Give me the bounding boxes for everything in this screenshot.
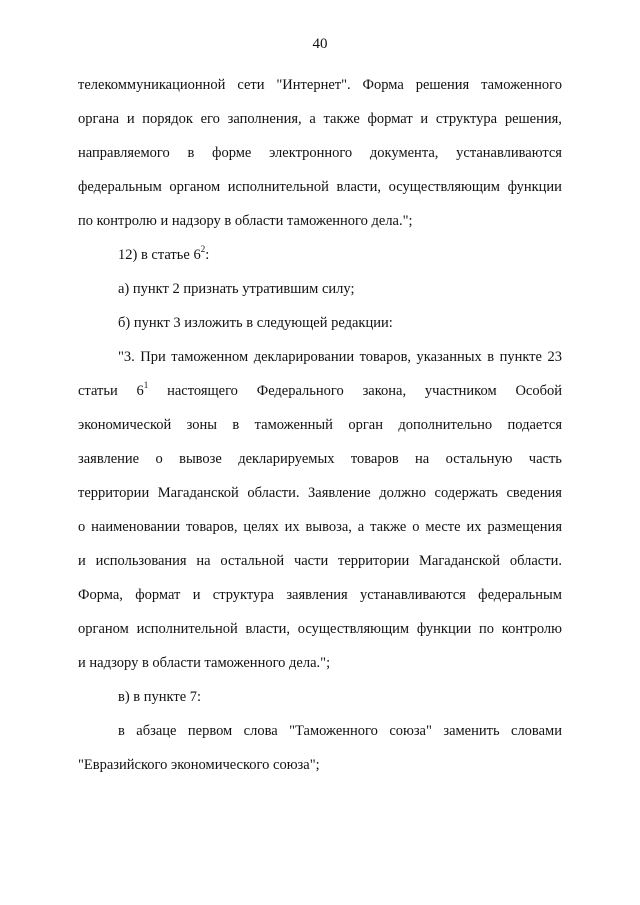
para3-line8-word: структура: [212, 587, 274, 603]
para3-line4-word: на: [415, 451, 430, 467]
para3-line9-word: органом: [78, 621, 129, 637]
para3-line9-word: по: [479, 621, 495, 637]
para3-line7-word: использования: [95, 553, 187, 569]
para4-line1-word: словами: [511, 723, 562, 739]
para1-line1-word: телекоммуникационной: [78, 77, 226, 93]
para3-line3-word: подается: [507, 417, 562, 433]
para4-line1-word: слова: [243, 723, 278, 739]
item-a: а) пункт 2 признать утратившим силу;: [118, 281, 355, 297]
para3-line9-word: власти,: [245, 621, 290, 637]
para3-line2-word1: статьи: [78, 383, 118, 399]
para1-line2-word: и: [126, 111, 135, 127]
para3-line6-word: о: [78, 519, 86, 535]
para3-line7-word: части: [293, 553, 329, 569]
item-v: в) в пункте 7:: [118, 689, 202, 705]
document-body: [78, 68, 562, 782]
item-12: [78, 238, 562, 272]
para3-line6-word: месте: [425, 519, 461, 535]
para1-line4-word: власти,: [336, 179, 382, 195]
para3-line3-word: зоны: [186, 417, 218, 433]
para1-line4: [78, 170, 562, 204]
para3-line7-word: на: [196, 553, 211, 569]
para3-line4-word: часть: [528, 451, 562, 467]
para1-line2-word: порядок: [142, 111, 193, 127]
para3-line6-word: а: [357, 519, 365, 535]
para3-line8: [78, 578, 562, 612]
para3-line3-word: таможенный: [254, 417, 333, 433]
para3-line6-word: их: [284, 519, 300, 535]
para3-line6-word: также: [370, 519, 407, 535]
para3-line5-word: территории: [78, 485, 150, 501]
para3-line6: [78, 510, 562, 544]
para3-line9-word: контролю: [501, 621, 562, 637]
para1-line2-word: решения,: [504, 111, 562, 127]
para3-line6-word: их: [466, 519, 482, 535]
para1-line3-word: в: [187, 145, 195, 161]
para3-line2-word6: участником: [424, 383, 497, 399]
para3-line7-word: территории: [338, 553, 410, 569]
para1-line3: [78, 136, 562, 170]
para1-line1-word: сети: [237, 77, 265, 93]
para3-line8-word: устанавливаются: [360, 587, 466, 603]
item-b: б) пункт 3 изложить в следующей редакции:: [118, 315, 393, 331]
para3-line6-word: целях: [243, 519, 279, 535]
para3-line1-word: декларировании: [253, 349, 355, 365]
para3-line3-word: дополнительно: [398, 417, 493, 433]
para4-line1-word: "Таможенного: [289, 723, 378, 739]
para3-line5-word: Магаданской: [157, 485, 239, 501]
para3-line4-word: декларируемых: [238, 451, 335, 467]
para1-line4-word: исполнительной: [227, 179, 329, 195]
para3-line4-word: заявление: [78, 451, 140, 467]
para3-line7: [78, 544, 562, 578]
para3-line6-word: наименовании: [91, 519, 181, 535]
para1-line2-word: его: [200, 111, 220, 127]
para3-line9: [78, 612, 562, 646]
para4-line1-word: в: [118, 723, 125, 739]
para1-line1-word: таможенного: [481, 77, 562, 93]
para3-line2-word7: Особой: [515, 383, 562, 399]
para1-line2-word: а: [309, 111, 316, 127]
para3-line4-word: вывозе: [179, 451, 222, 467]
para3-line9-word: исполнительной: [136, 621, 238, 637]
para3-line7-word: области.: [509, 553, 562, 569]
para3-line3-word: в: [232, 417, 240, 433]
para4-line1-word: первом: [187, 723, 233, 739]
para1-line4-word: федеральным: [78, 179, 162, 195]
para3-line3-word: орган: [348, 417, 383, 433]
para3-line8-word: заявления: [286, 587, 348, 603]
para3-line7-word: и: [78, 553, 86, 569]
para1-line2-word: органа: [78, 111, 120, 127]
para3-line10: и надзору в области таможенного дела.";: [78, 655, 331, 671]
para1-line4-word: органом: [169, 179, 221, 195]
para3-line3: [78, 408, 562, 442]
para1-line5: по контролю и надзору в области таможенного дела.";: [78, 213, 413, 229]
para4-line1-word: заменить: [443, 723, 500, 739]
para3-line4-word: остальную: [445, 451, 513, 467]
para3-line5-word: области.: [247, 485, 300, 501]
para1-line2: [78, 102, 562, 136]
para3-line6-word: о: [412, 519, 420, 535]
para3-line4: [78, 442, 562, 476]
para1-line2-word: также: [323, 111, 360, 127]
para3-line6-word: товаров,: [185, 519, 238, 535]
para3-line6-word: вывоза,: [305, 519, 352, 535]
para3-line1: [78, 340, 562, 374]
page-number: 40: [312, 36, 328, 52]
para3-line7-word: остальной: [220, 553, 285, 569]
para4-line1-word: союза": [389, 723, 432, 739]
para3-line7-word: Магаданской: [419, 553, 501, 569]
para3-line1-word: 23: [547, 349, 562, 365]
para4-line2: "Евразийского экономического союза";: [78, 757, 320, 773]
para3-line2-article-num: 6: [136, 383, 144, 399]
para3-line5-word: сведения: [506, 485, 562, 501]
para3-line1-word: указанных: [416, 349, 482, 365]
para1-line2-word: и: [420, 111, 429, 127]
para3-line5-word: Заявление: [308, 485, 371, 501]
item-12-text: 12) в статье 6: [118, 247, 201, 263]
para1-line3-word: электронного: [269, 145, 353, 161]
para1-line4-word: функции: [507, 179, 562, 195]
para3-line9-word: функции: [416, 621, 472, 637]
para3-line2: [78, 374, 562, 408]
para3-line8-word: Форма,: [78, 587, 123, 603]
para1-line3-word: форме: [212, 145, 252, 161]
para1-line2-word: структура: [435, 111, 498, 127]
para3-line2-sup: 1: [143, 380, 149, 390]
para3-line1-word: в: [487, 349, 495, 365]
para3-line4-word: товаров: [350, 451, 399, 467]
para3-line8-word: федеральным: [478, 587, 562, 603]
para3-line3-word: экономической: [78, 417, 172, 433]
para3-line5-word: содержать: [434, 485, 498, 501]
para1-line1-word: "Интернет".: [276, 77, 351, 93]
para1-line3-word: направляемого: [78, 145, 170, 161]
para4-line1-word: абзаце: [136, 723, 177, 739]
para4-line1: [78, 714, 562, 748]
para3-line8-word: и: [192, 587, 201, 603]
item-12-sup: 2: [200, 244, 206, 254]
para1-line2-word: заполнения,: [227, 111, 302, 127]
para3-line1-word: таможенном: [171, 349, 249, 365]
para1-line2-word: формат: [367, 111, 413, 127]
para3-line1-word: При: [140, 349, 166, 365]
para1-line3-word: документа,: [369, 145, 439, 161]
para3-line2-word3: настоящего: [167, 383, 238, 399]
para3-line2-article: [137, 374, 149, 408]
para3-line1-word: "3.: [118, 349, 135, 365]
para3-line2-word4: Федерального: [256, 383, 344, 399]
para3-line5-word: должно: [379, 485, 426, 501]
para1-line1-word: решения: [415, 77, 470, 93]
para1-line3-word: устанавливаются: [456, 145, 562, 161]
para1-line1-word: Форма: [362, 77, 404, 93]
para3-line9-word: осуществляющим: [297, 621, 410, 637]
para3-line5: [78, 476, 562, 510]
item-12-tail: :: [205, 247, 210, 263]
para1-line4-word: осуществляющим: [388, 179, 500, 195]
para3-line4-word: о: [155, 451, 163, 467]
para3-line6-word: размещения: [487, 519, 562, 535]
para3-line1-word: товаров,: [359, 349, 412, 365]
para3-line2-word5: закона,: [362, 383, 407, 399]
para1-line1: [78, 68, 562, 102]
para3-line1-word: пункте: [499, 349, 542, 365]
para3-line8-word: формат: [135, 587, 181, 603]
